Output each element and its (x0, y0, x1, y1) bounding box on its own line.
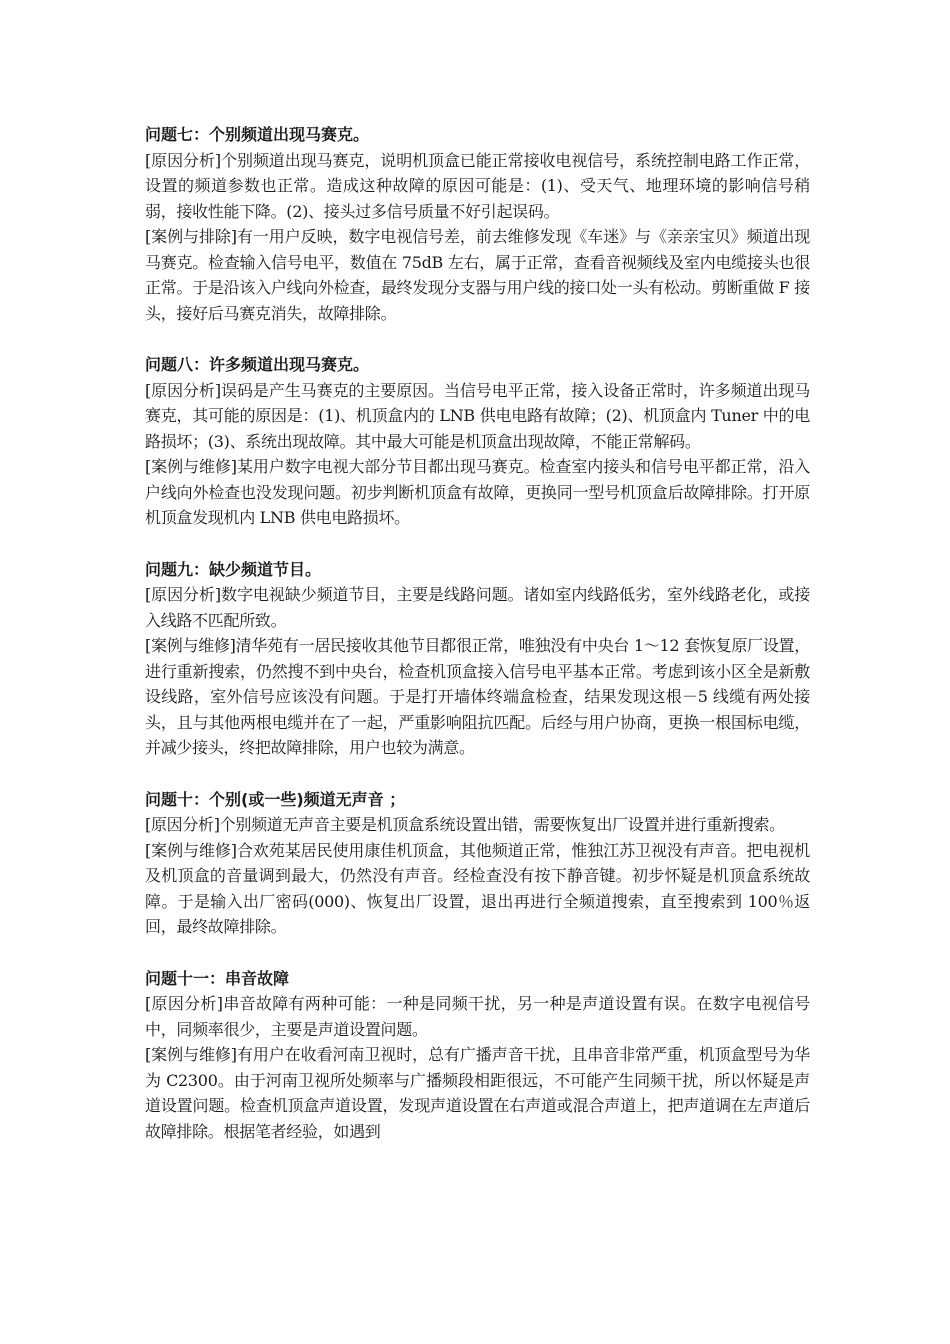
section-problem-8 (145, 352, 810, 531)
section-problem-7 (145, 122, 810, 326)
section-problem-10 (145, 787, 810, 940)
cause-analysis-paragraph: [原因分析]串音故障有两种可能：一种是同频干扰，另一种是声道设置有误。在数字电视信号中，同频率很少，主要是声道设置问题。 (145, 994, 810, 1039)
section-heading: 问题十：个别(或一些)频道无声音 ； (145, 789, 406, 809)
case-paragraph: [案例与排除]有一用户反映，数字电视信号差，前去维修发现《车迷》与《亲亲宝贝》频道出现马赛克。检查输入信号电平，数值在 75dB 左右，属于正常，查看音视频线及室内电缆接头也很正常。于是沿该入户线向外检查，最终发现分支器与用户线的接口处一头有松动。剪断重做 F 接头，接好后马赛克消失，故障排除。 (145, 227, 810, 323)
section-heading: 问题九：缺少频道节目。 (145, 559, 322, 579)
section-heading: 问题十一：串音故障 (145, 968, 290, 988)
section-problem-11 (145, 966, 810, 1145)
cause-analysis-paragraph: [原因分析]个别频道出现马赛克，说明机顶盒已能正常接收电视信号，系统控制电路工作正常，设置的频道参数也正常。造成这种故障的原因可能是：(1)、受天气、地理环境的影响信号稍弱，接收性能下降。(2)、接头过多信号质量不好引起误码。 (145, 150, 810, 221)
cause-analysis-paragraph: [原因分析]数字电视缺少频道节目，主要是线路问题。诸如室内线路低劣，室外线路老化，或接入线路不匹配所致。 (145, 585, 810, 630)
case-paragraph: [案例与维修]合欢苑某居民使用康佳机顶盒，其他频道正常，惟独江苏卫视没有声音。把电视机及机顶盒的音量调到最大，仍然没有声音。经检查没有按下静音键。初步怀疑是机顶盒系统故障。于是输入出厂密码(000)、恢复出厂设置，退出再进行全频道搜索，直至搜索到 100％返回，最终故障排除。 (145, 840, 810, 936)
document-page (145, 122, 810, 1170)
cause-analysis-paragraph: [原因分析]误码是产生马赛克的主要原因。当信号电平正常，接入设备正常时，许多频道出现马赛克，其可能的原因是：(1)、机顶盒内的 LNB 供电电路有故障；(2)、机顶盒内 Tuner 中的电路损坏；(3)、系统出现故障。其中最大可能是机顶盒出现故障，不能正常解码。 (145, 380, 810, 451)
cause-analysis-paragraph: [原因分析]个别频道无声音主要是机顶盒系统设置出错，需要恢复出厂设置并进行重新搜索。 (145, 815, 785, 834)
case-paragraph: [案例与维修]有用户在收看河南卫视时，总有广播声音干扰，且串音非常严重，机顶盒型号为华为 C2300。由于河南卫视所处频率与广播频段相距很远，不可能产生同频干扰，所以怀疑是声道设置问题。检查机顶盒声道设置，发现声道设置在右声道或混合声道上，把声道调在左声道后故障排除。根据笔者经验，如遇到 (145, 1045, 810, 1141)
case-paragraph: [案例与维修]某用户数字电视大部分节目都出现马赛克。检查室内接头和信号电平都正常，沿入户线向外检查也没发现问题。初步判断机顶盒有故障，更换同一型号机顶盒后故障排除。打开原机顶盒发现机内 LNB 供电电路损坏。 (145, 457, 810, 527)
case-paragraph: [案例与维修]清华苑有一居民接收其他节目都很正常，唯独没有中央台 1～12 套恢复原厂设置，进行重新搜索，仍然搜不到中央台，检查机顶盒接入信号电平基本正常。考虑到该小区全是新敷设线路，室外信号应该没有问题。于是打开墙体终端盒检查，结果发现这根－5 线缆有两处接头，且与其他两根电缆并在了一起，严重影响阻抗匹配。后经与用户协商，更换一根国标电缆，并减少接头，终把故障排除，用户也较为满意。 (145, 636, 810, 757)
section-problem-9 (145, 557, 810, 761)
section-heading: 问题七：个别频道出现马赛克。 (145, 125, 370, 144)
section-heading: 问题八：许多频道出现马赛克。 (145, 355, 370, 374)
